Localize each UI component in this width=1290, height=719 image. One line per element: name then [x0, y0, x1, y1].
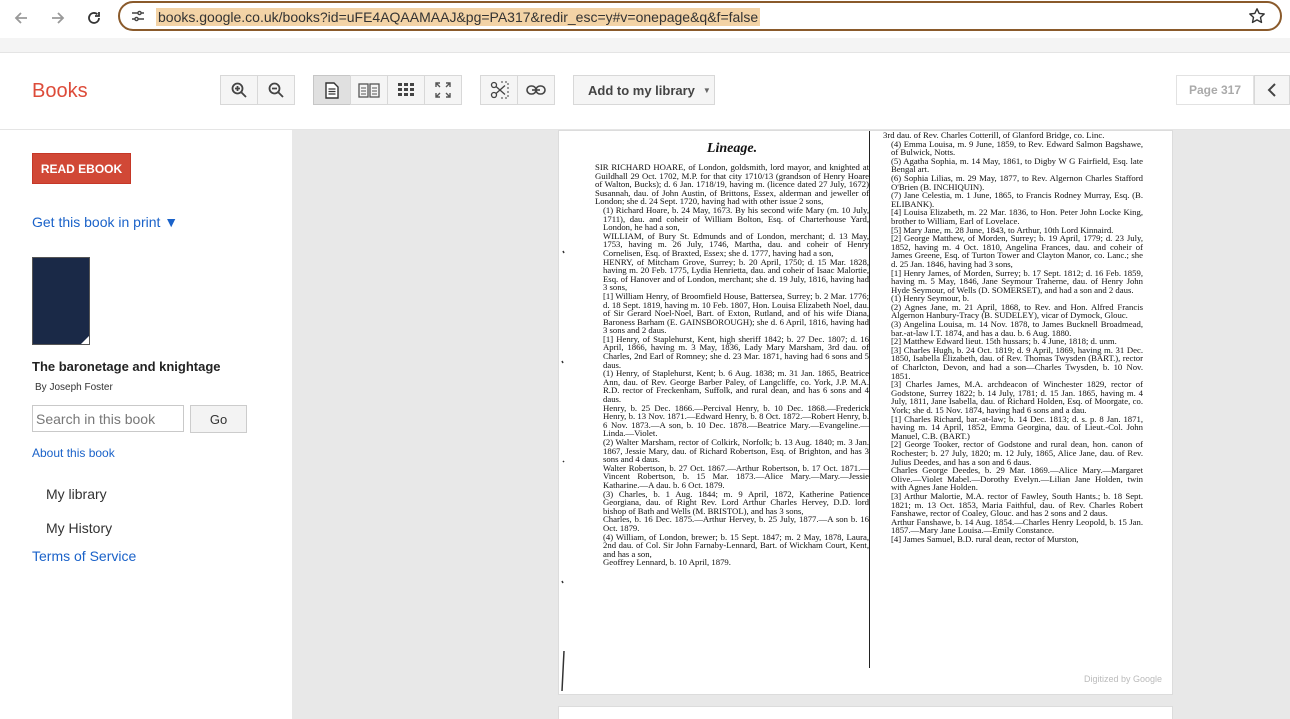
go-button[interactable]: Go — [190, 405, 247, 433]
text-paragraph: [2] George Matthew, of Morden, Surrey; b. 19 April, 1779; d. 23 July, 1852, having m. 4 Oct. 1810, Angelina Frances, dau. and coheir of James Greene, Esq. of Turton Tower and Clayton Manor, co. Lanc.; she d. 25 Jan. 1846, having had 3 sons, — [891, 233, 1143, 269]
column-divider — [869, 131, 870, 668]
grid-icon — [398, 83, 414, 97]
reload-button[interactable] — [79, 3, 109, 33]
caret-down-icon: ▼ — [702, 85, 711, 95]
browser-toolbar — [0, 0, 1290, 39]
text-paragraph: (5) Agatha Sophia, m. 14 May, 1861, to Digby W G Fairfield, Esq. late Bengal art. — [891, 155, 1143, 175]
link-button[interactable] — [517, 75, 555, 105]
text-paragraph: [1] Henry, of Staplehurst, Kent, high sheriff 1842; b. 27 Dec. 1807; d. 16 April, 1866, having m. 3 May, 1836, Lady Mary Marsham, 3rd dau. of Charles, 2nd Earl of Romney; she d. 23 Mar. 1871, having had 6 sons and 5 daus. — [603, 333, 869, 370]
my-history-link[interactable]: My History — [46, 520, 113, 536]
books-header — [0, 53, 1290, 130]
left-column — [595, 131, 869, 567]
scanned-text — [567, 131, 1142, 691]
terms-of-service-link[interactable]: Terms of Service — [32, 548, 137, 564]
text-paragraph: (1) Richard Hoare, b. 24 May, 1673. By his second wife Mary (m. 10 July, 1711), dau. and coheir of William Bolton, Esq. of Charterhouse Yard, London, he had a son, — [603, 204, 869, 233]
text-paragraph: [3] Arthur Malortie, M.A. rector of Fawley, South Hants.; b. 18 Sept. 1821; m. 13 Oct. 1853, Maria Faithful, dau. of Rev. Charles Robert Fanshawe, rector of Coaley, Glouc. and has 2 sons and 2 daus. — [891, 490, 1143, 519]
fullscreen-button[interactable] — [424, 75, 462, 105]
digitized-watermark: Digitized by Google — [1083, 674, 1162, 684]
scissors-icon — [489, 81, 509, 99]
text-paragraph: 3rd dau. of Rev. Charles Cotterill, of Glanford Bridge, co. Linc. — [883, 130, 1105, 140]
address-bar[interactable] — [118, 1, 1282, 31]
bookmarks-bar — [0, 38, 1290, 53]
text-paragraph: (2) Agnes Jane, m. 21 April, 1868, to Rev. and Hon. Alfred Francis Algernon Hanbury-Tracy (B. SUDELEY), vicar of Dymock, Glouc. — [891, 301, 1143, 321]
star-icon[interactable] — [1248, 7, 1266, 25]
text-paragraph: [2] George Tooker, rector of Godstone and rural dean, hon. canon of Rochester; b. 27 July, 1820; m. 12 July, 1865, Alice Jane, dau. of Rev. Julius Deedes, and has a son and 6 daus. — [891, 439, 1143, 467]
about-this-book-link[interactable]: About this book — [32, 446, 115, 460]
text-paragraph: (2) Walter Marsham, rector of Colkirk, Norfolk; b. 13 Aug. 1840; m. 3 Jan. 1867, Jessie Mary, dau. of Richard Robertson, Esq. of Brighton, and has 3 sons and 4 daus. — [603, 437, 869, 465]
link-icon — [526, 84, 546, 96]
read-ebook-button[interactable]: READ EBOOK — [32, 153, 131, 184]
zoom-in-button[interactable] — [220, 75, 258, 105]
text-paragraph: [3] Charles Hugh, b. 24 Oct. 1819; d. 9 April, 1869, having m. 31 Dec. 1850, Isabella Elizabeth, dau. of Rev. Thomas Twysden (BART.), rector of Charlcton, Devon, and had a son—Charles Twysden, b. 10 Nov. 1851. — [891, 344, 1143, 381]
text-paragraph: [5] Mary Jane, m. 28 June, 1843, to Arthur, 10th Lord Kinnaird. — [891, 224, 1114, 235]
url-text[interactable]: books.google.co.uk/books?id=uFE4AQAAMAAJ&pg=PA317&redir_esc=y#v=onepage&q&f=false — [158, 9, 759, 25]
search-in-book-input[interactable] — [32, 405, 184, 432]
text-paragraph: Geoffrey Lennard, b. 10 April, 1879. — [603, 557, 731, 568]
fullscreen-icon — [435, 82, 451, 98]
arrow-left-icon — [13, 10, 29, 26]
add-to-library-label: Add to my library — [588, 82, 695, 98]
text-paragraph: [4] James Samuel, B.D. rural dean, rector of Murston, — [891, 533, 1079, 544]
zoom-out-button[interactable] — [257, 75, 295, 105]
reload-icon — [86, 10, 102, 26]
text-paragraph: Walter Robertson, b. 27 Oct. 1867.—Arthur Robertson, b. 17 Oct. 1871.—Vincent Robertson, b. 15 Mar. 1873.—Alice Mary.—Mary.—Jessie Katharine.—A dau. b. 6 Oct. 1879. — [603, 462, 869, 490]
text-paragraph: (1) Henry Seymour, b. — [891, 293, 970, 304]
page-heading: Lineage. — [706, 141, 758, 156]
text-paragraph: [3] Charles James, M.A. archdeacon of Winchester 1829, rector of Godstone, Surrey 1822; b. 14 July, 1781; d. 15 Jan. 1865, having m. 4 July, 1811, Jane Isabella, dau. of Richard Holden, Esq. of Moorgate, co. York; she d. 15 Nov. 1874, having had 6 sons and a dau. — [891, 379, 1143, 415]
text-paragraph: [2] Matthew Edward lieut. 15th hussars; b. 4 June, 1818; d. unm. — [891, 336, 1117, 347]
single-page-icon — [325, 82, 339, 99]
text-paragraph: Henry, b. 25 Dec. 1866.—Percival Henry, b. 10 Dec. 1868.—Frederick Henry, b. 13 Nov. 1871.—Edward Henry, b. 8 Oct. 1872.—Robert Henry, b. 6 Nov. 1873.—A son, b. 10 Dec. 1878.—Beatrice Mary.—Evangeline.—Linda.—Violet. — [603, 402, 869, 439]
zoom-in-icon — [230, 81, 248, 99]
text-paragraph: (3) Charles, b. 1 Aug. 1844; m. 9 April, 1872, Katherine Patience Georgiana, dau. of Right Rev. Lord Arthur Charles Hervey, D.D. lord bishop of Bath and Wells (M. BRISTOL), and has 3 sons, — [603, 488, 869, 516]
sidebar — [0, 130, 292, 719]
clip-button[interactable] — [480, 75, 518, 105]
text-paragraph: [4] Louisa Elizabeth, m. 22 Mar. 1836, to Hon. Peter John Locke King, brother to William, Earl of Lovelace. — [891, 207, 1143, 226]
my-library-link[interactable]: My library — [46, 486, 107, 502]
book-author: By Joseph Foster — [35, 382, 113, 393]
right-column — [883, 131, 1143, 544]
previous-page-button[interactable] — [1254, 75, 1290, 105]
text-paragraph: Arthur Fanshawe, b. 14 Aug. 1854.—Charles Henry Leopold, b. 15 Jan. 1857.—Mary Jane Louisa.—Emily Constance. — [891, 516, 1143, 536]
books-logo[interactable]: Books — [32, 80, 88, 102]
forward-button[interactable] — [43, 3, 73, 33]
text-paragraph: (1) Henry, of Staplehurst, Kent; b. 6 Aug. 1838; m. 31 Jan. 1865, Beatrice Ann, dau. of Rev. George Barber Paley, of Langcliffe, co. York, J.P. M.A. R.D. rector of Freckenham, Suffolk, and rural dean, and has 6 sons and 4 daus. — [603, 368, 869, 405]
thumbnail-view-button[interactable] — [387, 75, 425, 105]
text-paragraph: Charles George Deedes, b. 29 Mar. 1869.—Alice Mary.—Margaret Olive.—Violet Mabel.—Dorothy Evelyn.—Lilian Jane Holden, twin with Agnes Jane Holden. — [891, 465, 1143, 493]
tune-icon[interactable] — [130, 8, 146, 24]
next-book-page[interactable] — [558, 706, 1173, 719]
page-indicator: Page 317 — [1176, 75, 1254, 105]
text-paragraph: [1] Charles Richard, bar.-at-law; b. 14 Dec. 1813; d. s. p. 8 Jan. 1871, having m. 14 April, 1852, Emma Georgina, dau. of Lieut.-Col. John Manuel, C.B. (BART.) — [891, 413, 1143, 441]
text-paragraph: (3) Angelina Louisa, m. 14 Nov. 1878, to James Bucknell Broadmead, bar.-at-law I.T. 1874, and has a dau. b. 6 Aug. 1880. — [891, 319, 1143, 338]
zoom-out-icon — [267, 81, 285, 99]
text-paragraph: (6) Sophia Lilias, m. 29 May, 1877, to Rev. Algernon Charles Stafford O'Brien (B. INCHIQUIN). — [891, 172, 1143, 192]
text-paragraph: [1] William Henry, of Broomfield House, Battersea, Surrey; b. 2 Mar. 1776; d. 18 Sept. 1819, having m. 10 Feb. 1807, Hon. Louisa Elizabeth Noel, dau. of Sir Gerard Noel-Noel, Bart. of Exton, Rutland, and of his wife Diana, Baroness Barham (E. GAINSBOROUGH); she d. 6 April, 1816, having had 3 sons and 2 daus. — [603, 290, 869, 336]
text-paragraph: [1] Henry James, of Morden, Surrey; b. 17 Sept. 1812; d. 16 Feb. 1859, having m. 5 May, 1846, Jane Seymour Traherne, dau. of Henry John Hyde Seymour, of Wells (D. SOMERSET), and had a son and 2 daus. — [891, 267, 1143, 295]
chevron-left-icon — [1267, 83, 1277, 97]
text-paragraph: (7) Jane Celestia, m. 1 June, 1865, to Francis Rodney Murray, Esq. (B. ELIBANK). — [891, 190, 1143, 209]
text-paragraph: WILLIAM, of Bury St. Edmunds and of London, merchant; d. 13 May, 1753, having m. 26 July, 1746, Martha, dau. and coheir of Henry Cornelisen, Esq. of Braxted, Essex; she d. 1777, having had a son, — [603, 230, 869, 258]
text-paragraph: HENRY, of Mitcham Grove, Surrey; b. 20 April, 1750; d. 15 Mar. 1828, having m. 20 Feb. 1775, Lydia Henrietta, dau. and coheir of Isaac Malortie, Esq. of Hanover and of London, merchant; she d. 19 July, 1816, having had 3 sons, — [603, 256, 869, 293]
text-paragraph: (4) Emma Louisa, m. 9 June, 1859, to Rev. Edward Salmon Bagshawe, of Bulwick, Notts. — [891, 138, 1143, 158]
book-page[interactable] — [558, 130, 1173, 695]
add-to-library-dropdown[interactable] — [573, 75, 715, 105]
arrow-right-icon — [50, 10, 66, 26]
book-title: The baronetage and knightage — [32, 359, 221, 374]
text-paragraph: (4) William, of London, brewer; b. 15 Sept. 1847; m. 2 May, 1878, Laura, 2nd dau. of Col. Sir John Farnaby-Lennard, Bart. of Wickham Court, Kent, and has a son, — [603, 531, 869, 559]
text-paragraph: Charles, b. 16 Dec. 1875.—Arthur Hervey, b. 25 July, 1877.—A son b. 16 Oct. 1879. — [603, 514, 869, 533]
single-page-view-button[interactable] — [313, 75, 351, 105]
book-cover[interactable] — [32, 257, 90, 345]
two-page-view-button[interactable] — [350, 75, 388, 105]
two-page-icon — [358, 83, 380, 98]
get-book-in-print-link[interactable]: Get this book in print ▼ — [32, 214, 179, 230]
book-viewer[interactable] — [292, 130, 1290, 719]
text-paragraph: SIR RICHARD HOARE, of London, goldsmith, lord mayor, and knighted at Guildhall 29 Oct. 1702, M.P. for that city 1710/13 (grandson of Henry Hoare of Walton, Bucks); d. 6 Jan. 1718/19, having m. (licence dated 27 July, 1672) Susannah, dau. of John Austin, of Brittons, Essex, alderman and jeweller of London; she d. 24 Sept. 1720, having had with other issue 2 sons, — [595, 162, 869, 207]
back-button[interactable] — [6, 3, 36, 33]
